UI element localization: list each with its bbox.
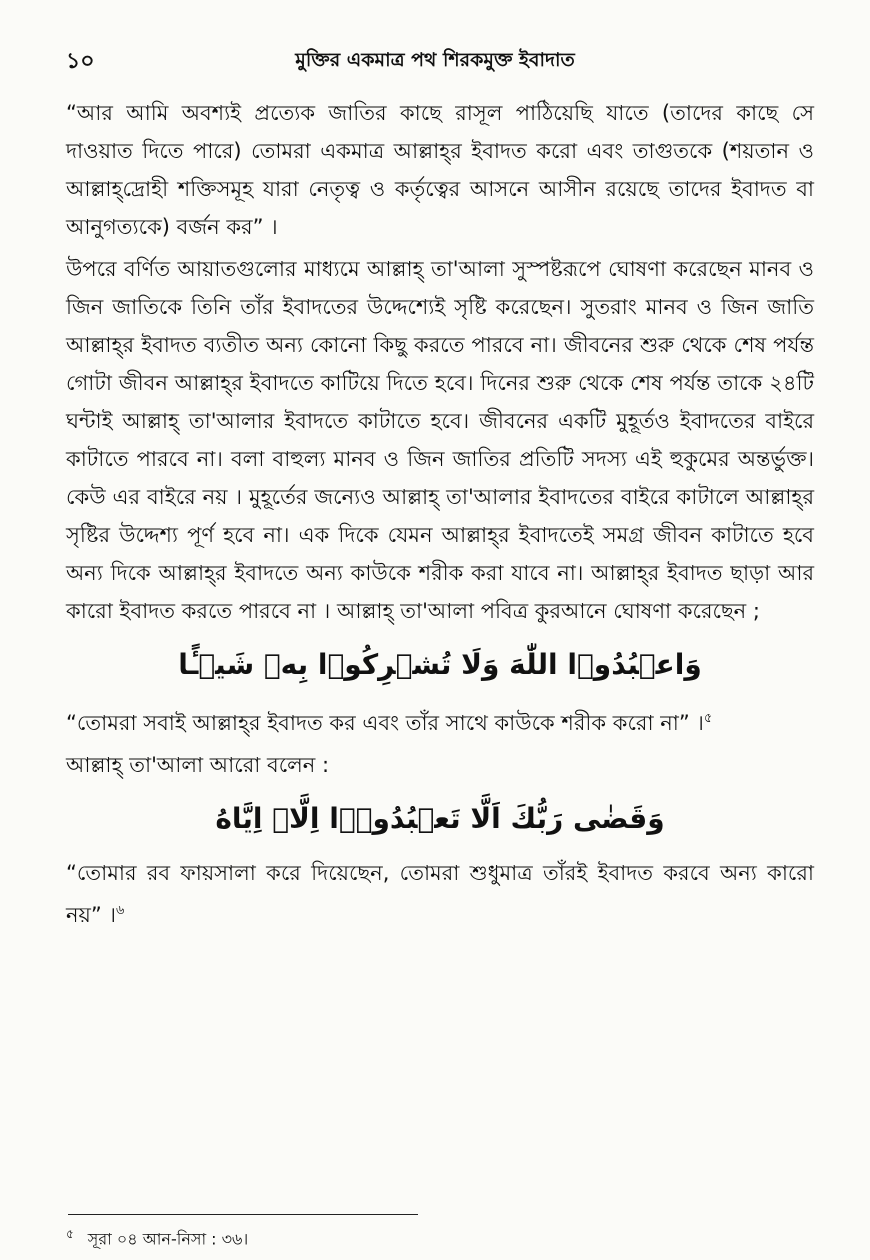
footnote: [66, 1226, 248, 1253]
body-text: [66, 94, 814, 934]
arabic-verse-1: وَاعۡبُدُوۡا اللّٰهَ وَلَا تُشۡرِكُوۡا بِهٖ شَيۡـًٔا: [178, 648, 702, 681]
footnote-mark: ৫: [66, 1227, 74, 1241]
quote-paragraph-1: “আর আমি অবশ্যই প্রত্যেক জাতির কাছে রাসূল পাঠিয়েছি যাতে (তাদের কাছে সে দাওয়াত দিতে পারে) তোমরা একমাত্র আল্লাহ্‌র ইবাদত করো এবং তাগুতকে (শয়তান ও আল্লাহ্‌দ্রোহী শক্তিসমূহ যারা নেতৃত্ব ও কর্তৃত্বের আসনে আসীন রয়েছে তাদের ইবাদত বা আনুগত্যকে) বর্জন কর” ।: [66, 101, 814, 239]
footnote-ref-5: ৫: [703, 711, 713, 726]
quote-paragraph-2: [66, 700, 814, 742]
footnote-divider: [68, 1214, 418, 1215]
page-header: [60, 40, 810, 80]
running-title: মুক্তির একমাত্র পথ শিরকমুক্ত ইবাদাত: [295, 49, 575, 71]
quote-3-text: “তোমার রব ফায়সালা করে দিয়েছেন, তোমরা শুধুমাত্র তাঁরই ইবাদত করবে অন্য কারো নয়” ।: [66, 861, 814, 927]
page-number: ১০: [66, 49, 95, 74]
footnote-ref-6: ৬: [115, 903, 125, 918]
arabic-verse-2: وَقَضٰى رَبُّكَ اَلَّا تَعۡبُدُوۡۤا اِلَّاۤ اِيَّاهُ: [215, 802, 665, 835]
quote-paragraph-3: [66, 854, 814, 934]
intro-line: আল্লাহ্‌ তা'আলা আরো বলেন :: [66, 753, 330, 777]
explanation-paragraph: উপরে বর্ণিত আয়াতগুলোর মাধ্যমে আল্লাহ্‌ তা'আলা সুস্পষ্টরূপে ঘোষণা করেছেন মানব ও জিন জাতিকে তিনি তাঁর ইবাদতের উদ্দেশ্যেই সৃষ্টি করেছেন। সুতরাং মানব ও জিন জাতি আল্লাহ্‌র ইবাদত ব্যতীত অন্য কোনো কিছু করতে পারবে না। জীবনের শুরু থেকে শেষ পর্যন্ত গোটা জীবন আল্লাহ্‌র ইবাদতে কাটিয়ে দিতে হবে। দিনের শুরু থেকে শেষ পর্যন্ত তাকে ২৪টি ঘন্টাই আল্লাহ্‌ তা'আলার ইবাদতে কাটাতে হবে। জীবনের একটি মুহূর্তও ইবাদতের বাইরে কাটাতে পারবে না। বলা বাহুল্য মানব ও জিন জাতির প্রতিটি সদস্য এই হুকুমের অন্তর্ভুক্ত। কেউ এর বাইরে নয় । মুহূর্তের জন্যেও আল্লাহ্‌ তা'আলার ইবাদতের বাইরে কাটালে আল্লাহ্‌র সৃষ্টির উদ্দেশ্য পূর্ণ হবে না। এক দিকে যেমন আল্লাহ্‌র ইবাদতেই সমগ্র জীবন কাটাতে হবে অন্য দিকে আল্লাহ্‌র ইবাদতে অন্য কাউকে শরীক করা যাবে না। আল্লাহ্‌র ইবাদত ছাড়া আর কারো ইবাদত করতে পারবে না । আল্লাহ্‌ তা'আলা পবিত্র কুরআনে ঘোষণা করেছেন ;: [66, 257, 814, 623]
footnote-text: সূরা ০৪ আন-নিসা : ৩৬।: [87, 1229, 249, 1249]
quote-2-text: “তোমরা সবাই আল্লাহ্‌র ইবাদত কর এবং তাঁর সাথে কাউকে শরীক করো না” ।: [66, 711, 704, 735]
